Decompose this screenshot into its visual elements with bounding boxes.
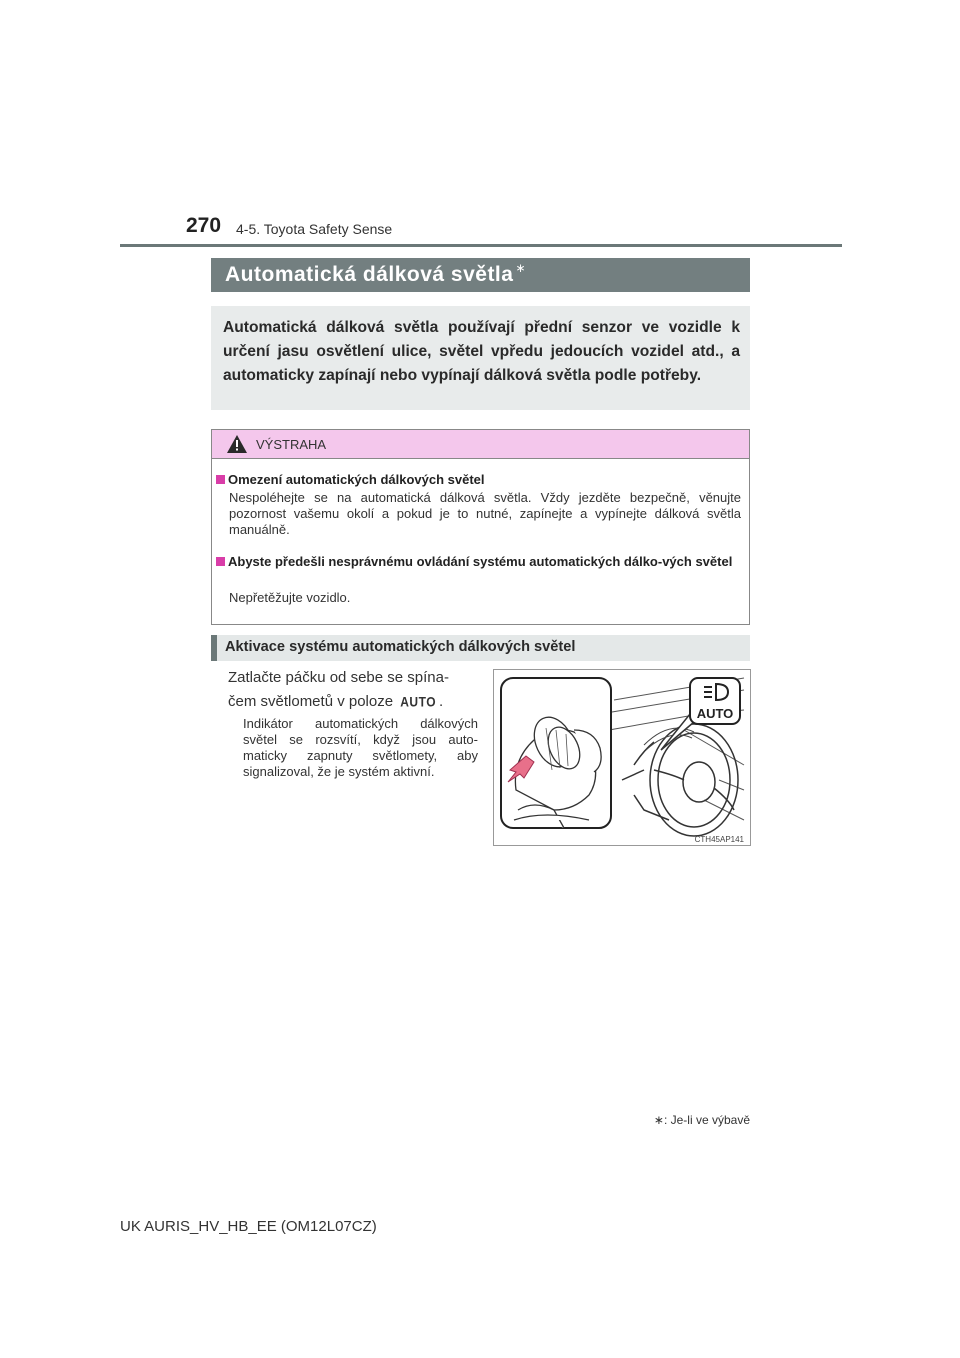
page-title-text: Automatická dálková světla	[225, 263, 514, 286]
warning-item-heading	[216, 472, 744, 488]
step-text: Zatlačte páčku od sebe se spína-čem světlometů v poloze	[228, 669, 449, 710]
warning-item-heading-text: Omezení automatických dálkových světel	[228, 472, 485, 487]
title-marker: ∗	[515, 261, 527, 275]
warning-header	[212, 430, 749, 459]
illustration-code: CTH45AP141	[694, 835, 744, 844]
step-text-end: .	[439, 693, 444, 710]
title-bar	[211, 258, 750, 292]
page-title	[225, 263, 526, 287]
warning-box	[211, 429, 750, 625]
warning-item-heading-text: Abyste předešli nesprávnému ovládání systému automatických dálko-vých světel	[228, 554, 733, 569]
warning-item-heading	[216, 554, 744, 570]
warning-item-body: Nepřetěžujte vozidlo.	[229, 590, 351, 605]
section-label: 4-5. Toyota Safety Sense	[236, 221, 393, 237]
bullet-square-icon	[216, 557, 225, 566]
footer-code: UK AURIS_HV_HB_EE (OM12L07CZ)	[120, 1218, 377, 1235]
illustration-auto-label: AUTO	[696, 706, 734, 721]
intro-text: Automatická dálková světla používají přední senzor ve vozidle k určení jasu osvětlení ulice, světel vpředu jedoucích vozidel atd., a automaticky zapínají nebo vypínají dálková světla podle potřeby.	[223, 319, 740, 384]
subsection-bar	[211, 635, 750, 661]
subsection-accent	[211, 635, 217, 661]
footnote-marker: ∗	[653, 1113, 664, 1127]
auto-position-symbol: AUTO	[400, 693, 437, 711]
intro-box	[211, 306, 750, 410]
indicator-note: Indikátor automatických dálkových světel se rozsvítí, když jsou auto-maticky zapnuty světlomety, aby signalizoval, že je systém aktivní.	[243, 716, 478, 779]
bullet-square-icon	[216, 475, 225, 484]
footnote-text: : Je-li ve výbavě	[663, 1113, 750, 1127]
warning-triangle-icon	[226, 434, 248, 454]
subsection-title: Aktivace systému automatických dálkových světel	[225, 639, 576, 655]
footnote	[622, 1113, 750, 1127]
step-instruction	[228, 666, 476, 714]
header-rule	[120, 244, 842, 247]
illustration	[493, 669, 751, 846]
page-number: 270	[186, 214, 222, 237]
warning-item-body: Nespoléhejte se na automatická dálková světla. Vždy jezděte bezpečně, věnujte pozornost vašemu okolí a pokud je to nutné, zapínejte a vypínejte dálková světla manuálně.	[229, 490, 741, 537]
steering-wheel-illustration	[494, 670, 750, 845]
warning-title: VÝSTRAHA	[256, 437, 327, 452]
